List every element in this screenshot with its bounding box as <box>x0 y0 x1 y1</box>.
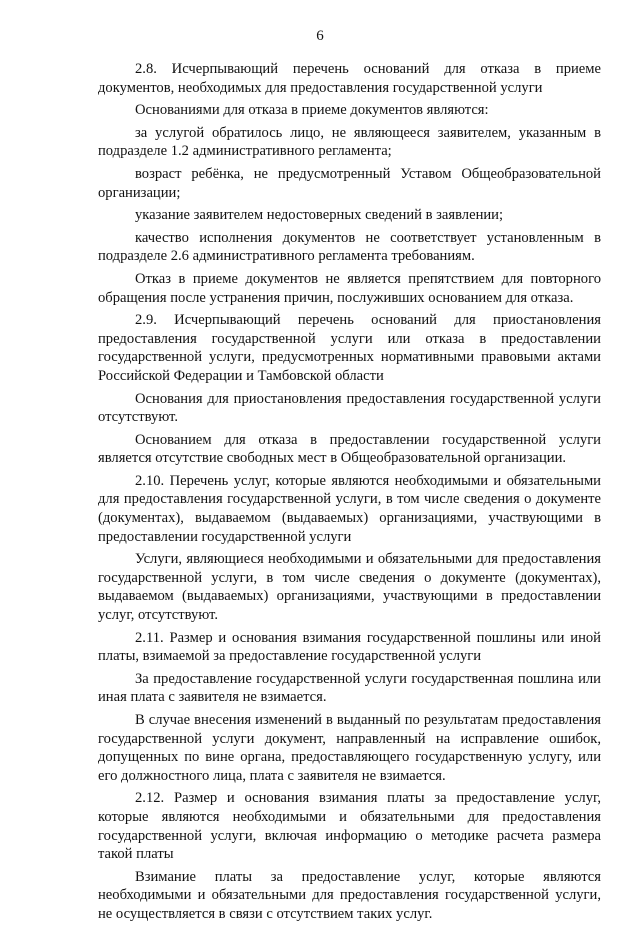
section-2-12-heading: 2.12. Размер и основания взимания платы за предоставление услуг, которые являются необходимыми и обязательными для предоставления государственной услуги, включая информацию о методике расчета размера такой платы <box>98 790 601 863</box>
list-item: указание заявителем недостоверных сведений в заявлении; <box>135 207 504 224</box>
paragraph: Услуги, являющиеся необходимыми и обязательными для предоставления государственной услуги, в том числе сведения о документе (документах), выдаваемом (выдаваемых) организациями, участвующими в предоставлении услуг, отсутствуют. <box>98 551 601 624</box>
paragraph: За предоставление государственной услуги государственная пошлина или иная плата с заявителя не взимается. <box>98 670 601 706</box>
section-2-9-heading: 2.9. Исчерпывающий перечень оснований для приостановления предоставления государственной услуги или отказа в предоставлении государственной услуги, предусмотренных нормативными правовыми актами Российской Федерации и Тамбовской области <box>98 312 601 384</box>
page-number: 6 <box>316 28 324 44</box>
paragraph: В случае внесения изменений в выданный по результатам предоставления государственной услуги документ, направленный на исправление ошибок, допущенных по вине органа, предоставляющего государственную услугу, или его должностного лица, плата с заявителя не взимается. <box>98 712 601 784</box>
list-item: за услугой обратилось лицо, не являющееся заявителем, указанным в подразделе 1.2 административного регламента; <box>98 124 601 160</box>
document-body <box>98 60 601 928</box>
list-item: качество исполнения документов не соответствует установленным в подразделе 2.6 административного регламента требованиям. <box>98 229 601 265</box>
section-2-10-heading: 2.10. Перечень услуг, которые являются необходимыми и обязательными для предоставления государственной услуги, в том числе сведения о документе (документах), выдаваемом (выдаваемых) организациями, участвующими в предоставлении государственной услуги <box>98 472 601 545</box>
paragraph: Основания для приостановления предоставления государственной услуги отсутствуют. <box>98 390 601 426</box>
list-item: возраст ребёнка, не предусмотренный Уставом Общеобразовательной организации; <box>98 165 601 201</box>
paragraph: Основаниями для отказа в приеме документов являются: <box>135 102 489 119</box>
section-2-8-heading: 2.8. Исчерпывающий перечень оснований для отказа в приеме документов, необходимых для предоставления государственной услуги <box>98 61 601 96</box>
section-2-11-heading: 2.11. Размер и основания взимания государственной пошлины или иной платы, взимаемой за предоставление государственной услуги <box>98 629 601 665</box>
paragraph: Отказ в приеме документов не является препятствием для повторного обращения после устранения причин, послуживших основанием для отказа. <box>98 270 601 306</box>
paragraph: Взимание платы за предоставление услуг, которые являются необходимыми и обязательными для предоставления государственной услуги, не осуществляется в связи с отсутствием таких услуг. <box>98 868 601 922</box>
paragraph: Основанием для отказа в предоставлении государственной услуги является отсутствие свободных мест в Общеобразовательной организации. <box>98 431 601 467</box>
